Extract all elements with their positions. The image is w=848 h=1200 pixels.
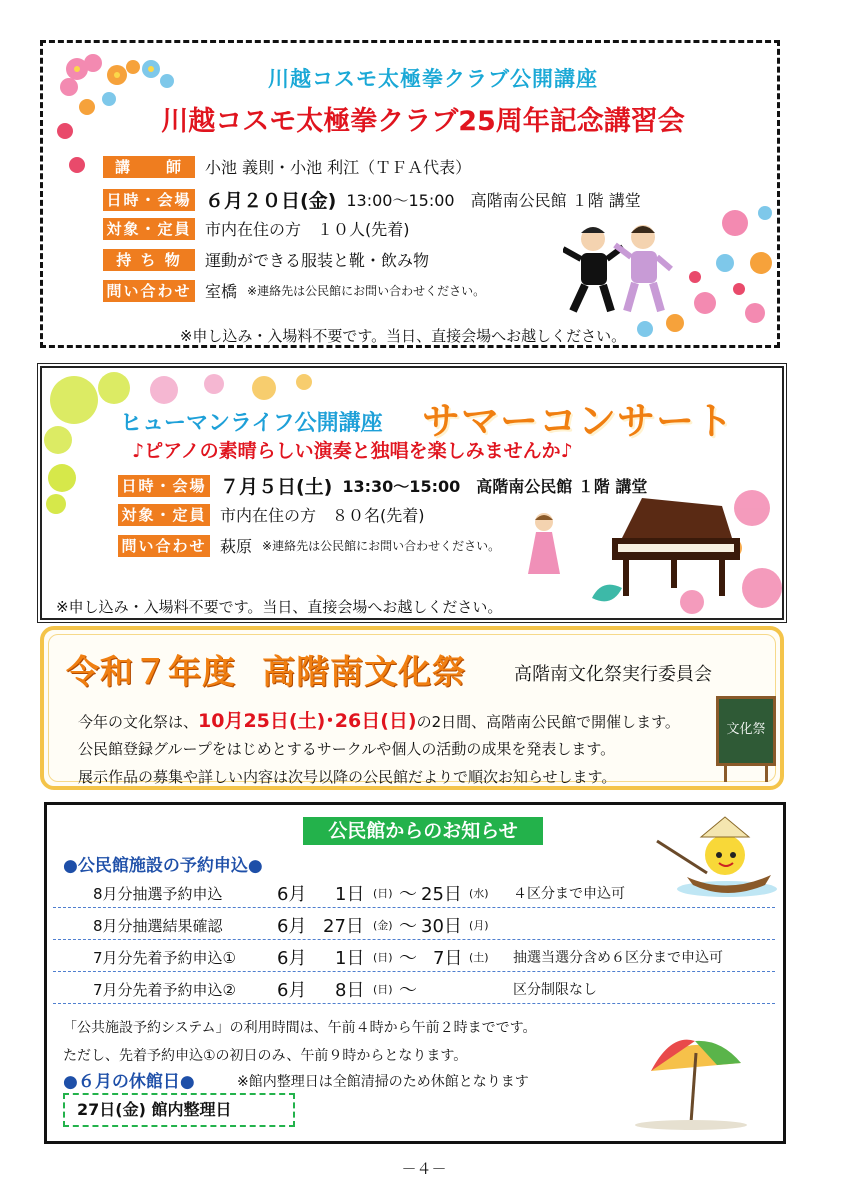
schedule-start-weekday: (日) (373, 983, 393, 996)
schedule-end: 30日 (421, 916, 462, 937)
datetime-label: 日時・会場 (103, 189, 195, 211)
concert-footer-note: ※申し込み・入場料不要です。当日、直接会場へお越しください。 (56, 598, 503, 616)
tai-chi-people-icon (563, 219, 673, 319)
festival-dates: 10月25日(土)･26日(日) (198, 710, 417, 732)
closed-day-note: ※館内整理日は全館清掃のため休館となります (237, 1074, 529, 1090)
capacity-value: 市内在住の方 １０人(先着) (205, 220, 410, 239)
concert-time: 13:30～15:00 高階南公民館 １階 講堂 (342, 477, 648, 496)
closed-day-box: 27日(金) 館内整理日 (63, 1093, 295, 1127)
notices-title: 公民館からのお知らせ (303, 817, 543, 845)
festival-line-2: 公民館登録グループをはじめとするサークルや個人の活動の成果を発表します。 (78, 740, 616, 758)
schedule-start: 1日 (335, 884, 365, 905)
schedule-name: 8月分抽選結果確認 (93, 917, 223, 935)
schedule-name: 8月分抽選予約申込 (93, 885, 223, 903)
chalkboard-icon (716, 696, 776, 782)
piano-icon (582, 478, 782, 618)
belongings-row (103, 248, 429, 271)
schedule-start-weekday: (日) (373, 887, 393, 900)
festival-organizer: 高階南文化祭実行委員会 (514, 664, 712, 685)
schedule-month: 6月 (277, 980, 307, 1001)
concert-contact-note: ※連絡先は公民館にお問い合わせください。 (262, 539, 501, 553)
contact-value: 室橋 (205, 282, 238, 301)
capacity-label: 対象・定員 (103, 218, 195, 240)
festival-line-1-after: の2日間、高階南公民館で開催します。 (416, 713, 680, 731)
festival-title (66, 646, 466, 693)
concert-subtitle: ヒューマンライフ公開講座 (120, 411, 383, 436)
notices-panel (44, 802, 786, 1144)
tai-chi-lecture-panel (40, 40, 780, 348)
concert-datetime-label: 日時・会場 (118, 475, 210, 497)
schedule-start: 8日 (335, 980, 365, 1001)
contact-label: 問い合わせ (103, 280, 195, 302)
page-number: －４－ (401, 1160, 447, 1178)
concert-datetime-row (118, 472, 647, 499)
belongings-label: 持 ち 物 (103, 249, 195, 271)
schedule-month: 6月 (277, 916, 307, 937)
concert-capacity-label: 対象・定員 (118, 504, 210, 526)
concert-title: サマーコンサート (422, 399, 735, 443)
leaf-decoration-icon (44, 458, 84, 518)
concert-capacity-row (118, 503, 425, 526)
capacity-row (103, 217, 410, 240)
concert-capacity-value: 市内在住の方 ８０名(先着) (220, 506, 425, 525)
schedule-name: 7月分先着予約申込② (93, 981, 236, 999)
schedule-note: 抽選当選分含め６区分まで申込可 (513, 950, 723, 966)
datetime-date: ６月２０日(金) (205, 190, 337, 212)
schedule-start-weekday: (金) (373, 919, 393, 932)
concert-contact-row (118, 534, 500, 557)
concert-date: ７月５日(土) (220, 476, 333, 498)
schedule-separator: ～ (399, 948, 417, 969)
schedule-row (53, 971, 775, 1004)
reservation-heading: ●公民館施設の予約申込● (63, 856, 263, 876)
schedule-start: 1日 (335, 948, 365, 969)
schedule-end-weekday: (土) (469, 951, 489, 964)
schedule-start-weekday: (日) (373, 951, 393, 964)
schedule-end: 7日 (433, 948, 463, 969)
singer-icon (524, 510, 564, 580)
festival-line-1 (78, 706, 680, 733)
instructor-row (103, 155, 471, 178)
schedule-month: 6月 (277, 948, 307, 969)
schedule-month: 6月 (277, 884, 307, 905)
summer-concert-panel (40, 366, 784, 620)
closed-day-heading: ●６月の休館日● (63, 1072, 195, 1092)
schedule-row (53, 875, 775, 908)
datetime-time: 13:00～15:00 高階南公民館 １階 講堂 (346, 191, 641, 210)
schedule-name: 7月分先着予約申込① (93, 949, 236, 967)
concert-contact-value: 萩原 (220, 537, 253, 556)
lecture-title: 川越コスモ太極拳クラブ25周年記念講習会 (161, 106, 685, 137)
contact-row (103, 279, 485, 302)
festival-line-1-before: 今年の文化祭は、 (78, 713, 199, 731)
belongings-value: 運動ができる服装と靴・飲み物 (205, 251, 430, 270)
schedule-end-weekday: (月) (469, 919, 489, 932)
festival-title-year: 令和７年度 (66, 652, 236, 691)
instructor-label: 講 師 (103, 156, 195, 178)
chalkboard-text: 文化祭 (726, 722, 766, 737)
schedule-note: 区分制限なし (513, 982, 597, 998)
schedule-note: ４区分まで申込可 (513, 886, 625, 902)
system-exception-note: ただし、先着予約申込①の初日のみ、午前９時からとなります。 (63, 1048, 468, 1064)
schedule-row (53, 939, 775, 972)
lecture-subtitle: 川越コスモ太極拳クラブ公開講座 (268, 67, 598, 91)
schedule-separator: ～ (399, 980, 417, 1001)
concert-tagline: ♪ピアノの素晴らしい演奏と独唱を楽しみませんか♪ (132, 440, 573, 462)
schedule-row (53, 907, 775, 940)
beach-umbrella-icon (621, 1023, 771, 1133)
schedule-start: 27日 (323, 916, 364, 937)
schedule-separator: ～ (399, 916, 417, 937)
instructor-value: 小池 義則・小池 利江（ＴＦＡ代表） (205, 158, 472, 177)
schedule-separator: ～ (399, 884, 417, 905)
festival-title-main: 高階南文化祭 (262, 652, 466, 691)
lecture-footer-note: ※申し込み・入場料不要です。当日、直接会場へお越しください。 (179, 327, 627, 345)
datetime-row (103, 186, 641, 213)
culture-festival-panel (40, 626, 784, 790)
system-hours-note: 「公共施設予約システム」の利用時間は、午前４時から午前２時までです。 (63, 1020, 537, 1036)
contact-note: ※連絡先は公民館にお問い合わせください。 (247, 284, 486, 298)
schedule-end-weekday: (水) (469, 887, 489, 900)
concert-contact-label: 問い合わせ (118, 535, 210, 557)
festival-line-3: 展示作品の募集や詳しい内容は次号以降の公民館だよりで順次お知らせします。 (78, 768, 617, 786)
schedule-end: 25日 (421, 884, 462, 905)
